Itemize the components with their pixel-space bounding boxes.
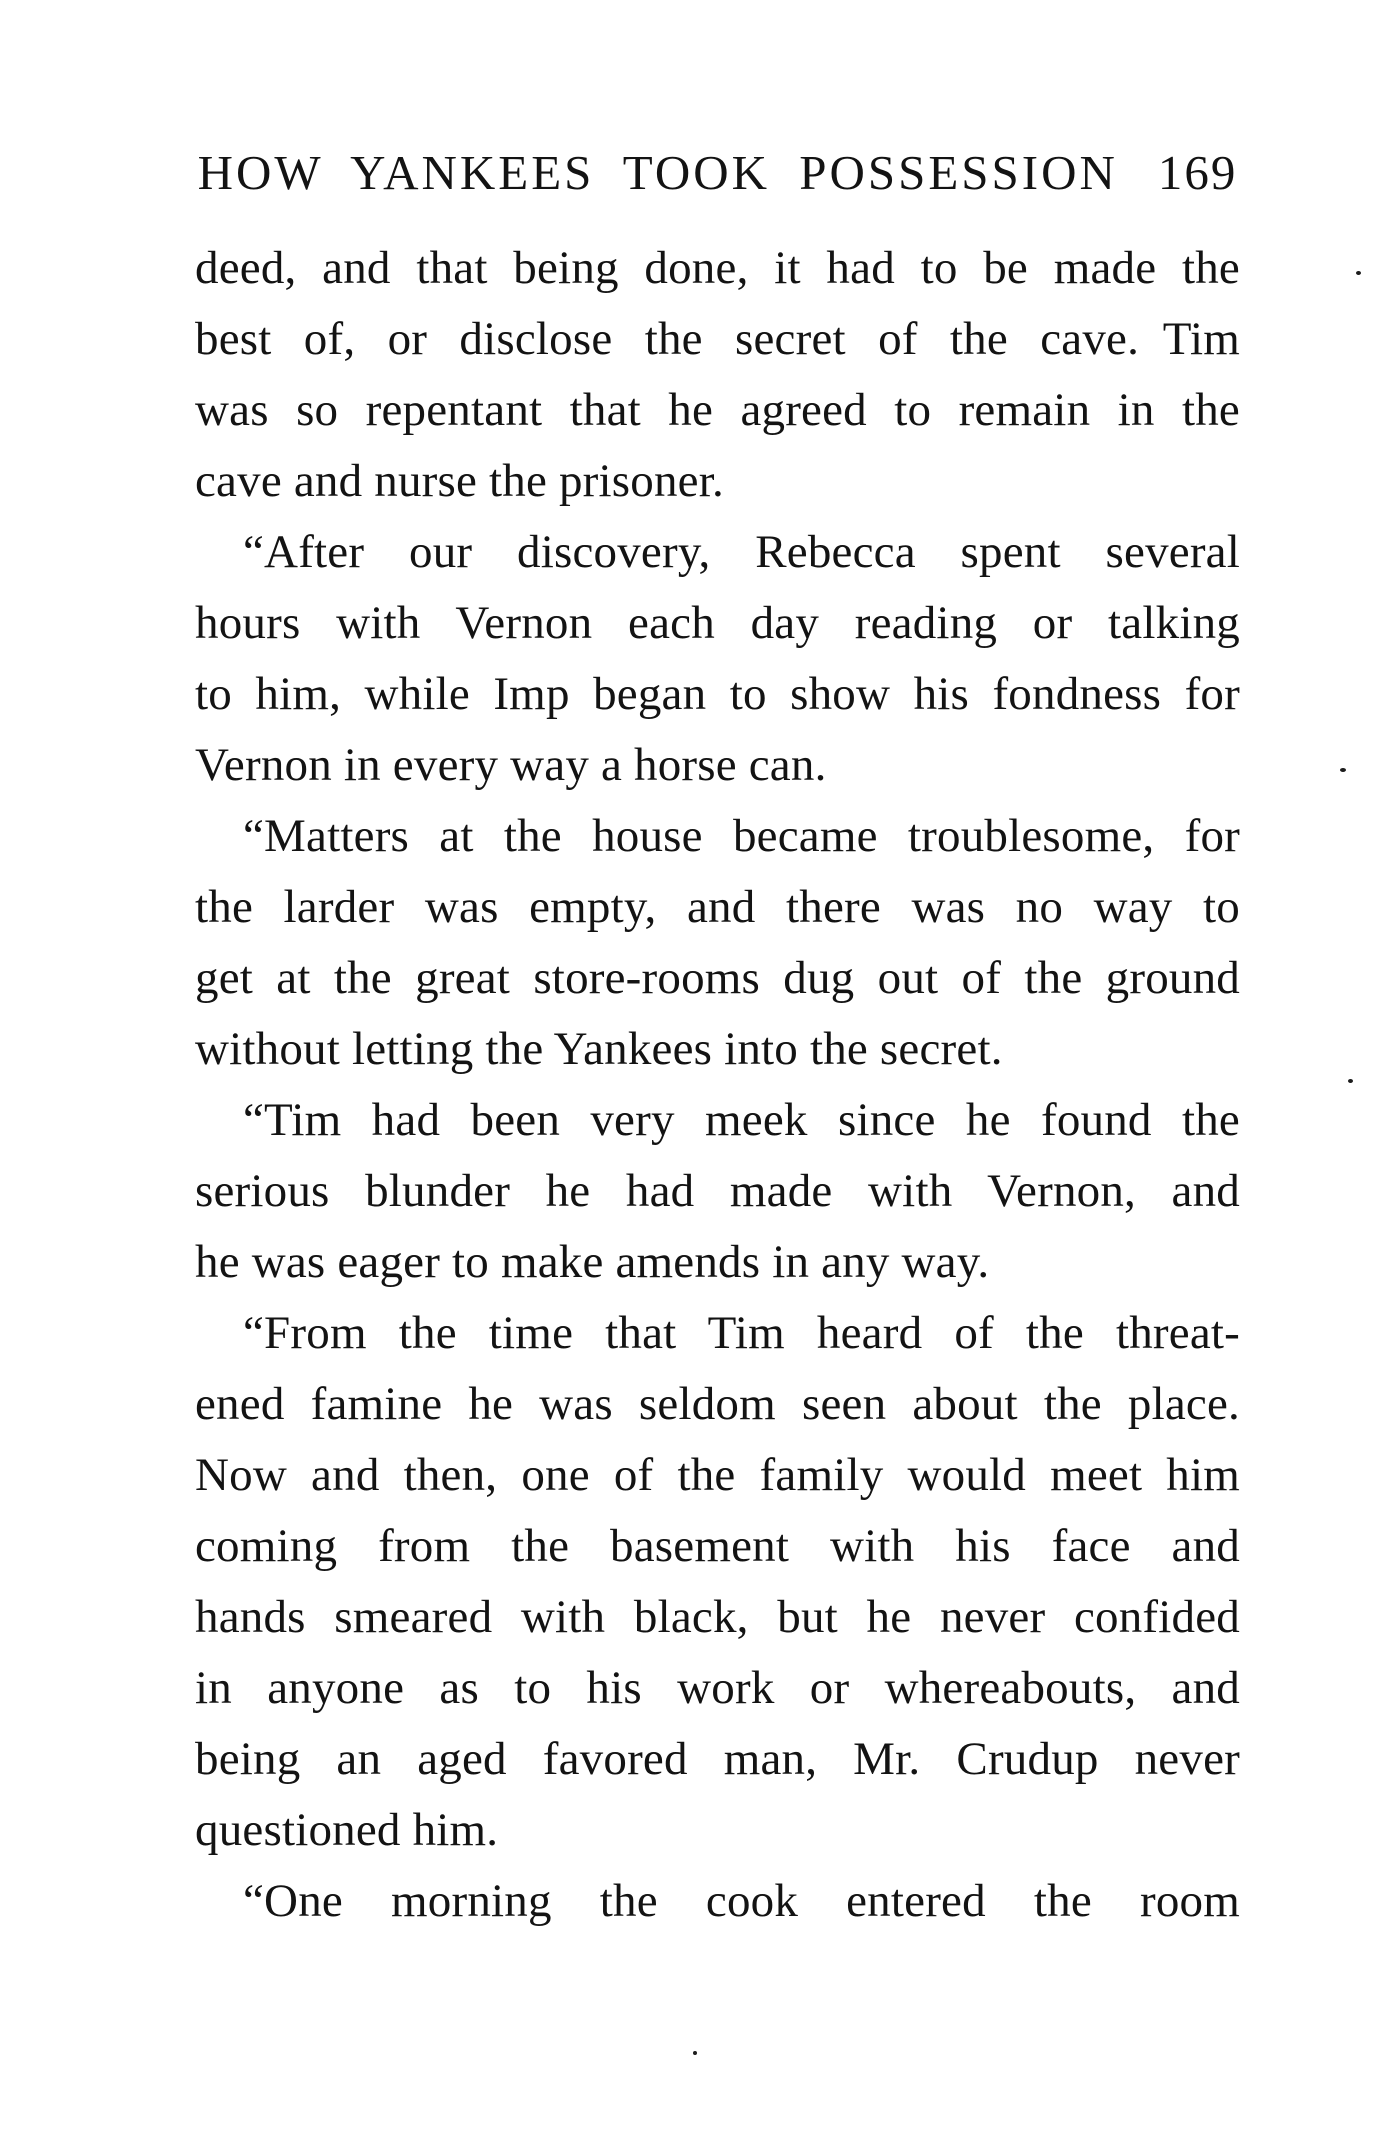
text-line: serious blunder he had made with Vernon, and <box>195 1165 1240 1217</box>
page-text <box>195 233 1240 1937</box>
text-line: Vernon in every way a horse can. <box>195 739 827 791</box>
text-line: hands smeared with black, but he never confided <box>195 1591 1240 1643</box>
scan-speck <box>693 2051 697 2055</box>
page-header <box>195 145 1240 200</box>
text-line: Now and then, one of the family would meet him <box>195 1449 1240 1501</box>
text-line: “Matters at the house became troublesome, for <box>243 810 1240 862</box>
text-line: hours with Vernon each day reading or talking <box>195 597 1240 649</box>
text-line: the larder was empty, and there was no way to <box>195 881 1240 933</box>
text-line: cave and nurse the prisoner. <box>195 455 724 507</box>
text-line: “After our discovery, Rebecca spent several <box>243 526 1240 578</box>
text-line: being an aged favored man, Mr. Crudup never <box>195 1733 1240 1785</box>
scan-speck <box>1348 1079 1353 1083</box>
text-line: without letting the Yankees into the secret. <box>195 1023 1003 1075</box>
text-line: “One morning the cook entered the room <box>243 1875 1240 1927</box>
scan-speck <box>1356 271 1361 275</box>
text-line: to him, while Imp began to show his fondness for <box>195 668 1240 720</box>
text-line: “Tim had been very meek since he found the <box>243 1094 1240 1146</box>
scan-speck <box>1340 768 1346 772</box>
text-line: deed, and that being done, it had to be made the <box>195 242 1240 294</box>
text-line: get at the great store-rooms dug out of the ground <box>195 952 1240 1004</box>
running-head-title: HOW YANKEES TOOK POSSESSION <box>197 145 1118 200</box>
text-line: questioned him. <box>195 1804 499 1856</box>
text-line: coming from the basement with his face and <box>195 1520 1240 1572</box>
text-line: best of, or disclose the secret of the cave. Tim <box>195 313 1240 365</box>
text-line: he was eager to make amends in any way. <box>195 1236 990 1288</box>
text-line: “From the time that Tim heard of the threat- <box>243 1307 1240 1359</box>
text-line: ened famine he was seldom seen about the place. <box>195 1378 1240 1430</box>
page-number: 169 <box>1157 145 1238 200</box>
text-line: was so repentant that he agreed to remain in the <box>195 384 1240 436</box>
text-line: in anyone as to his work or whereabouts, and <box>195 1662 1240 1714</box>
